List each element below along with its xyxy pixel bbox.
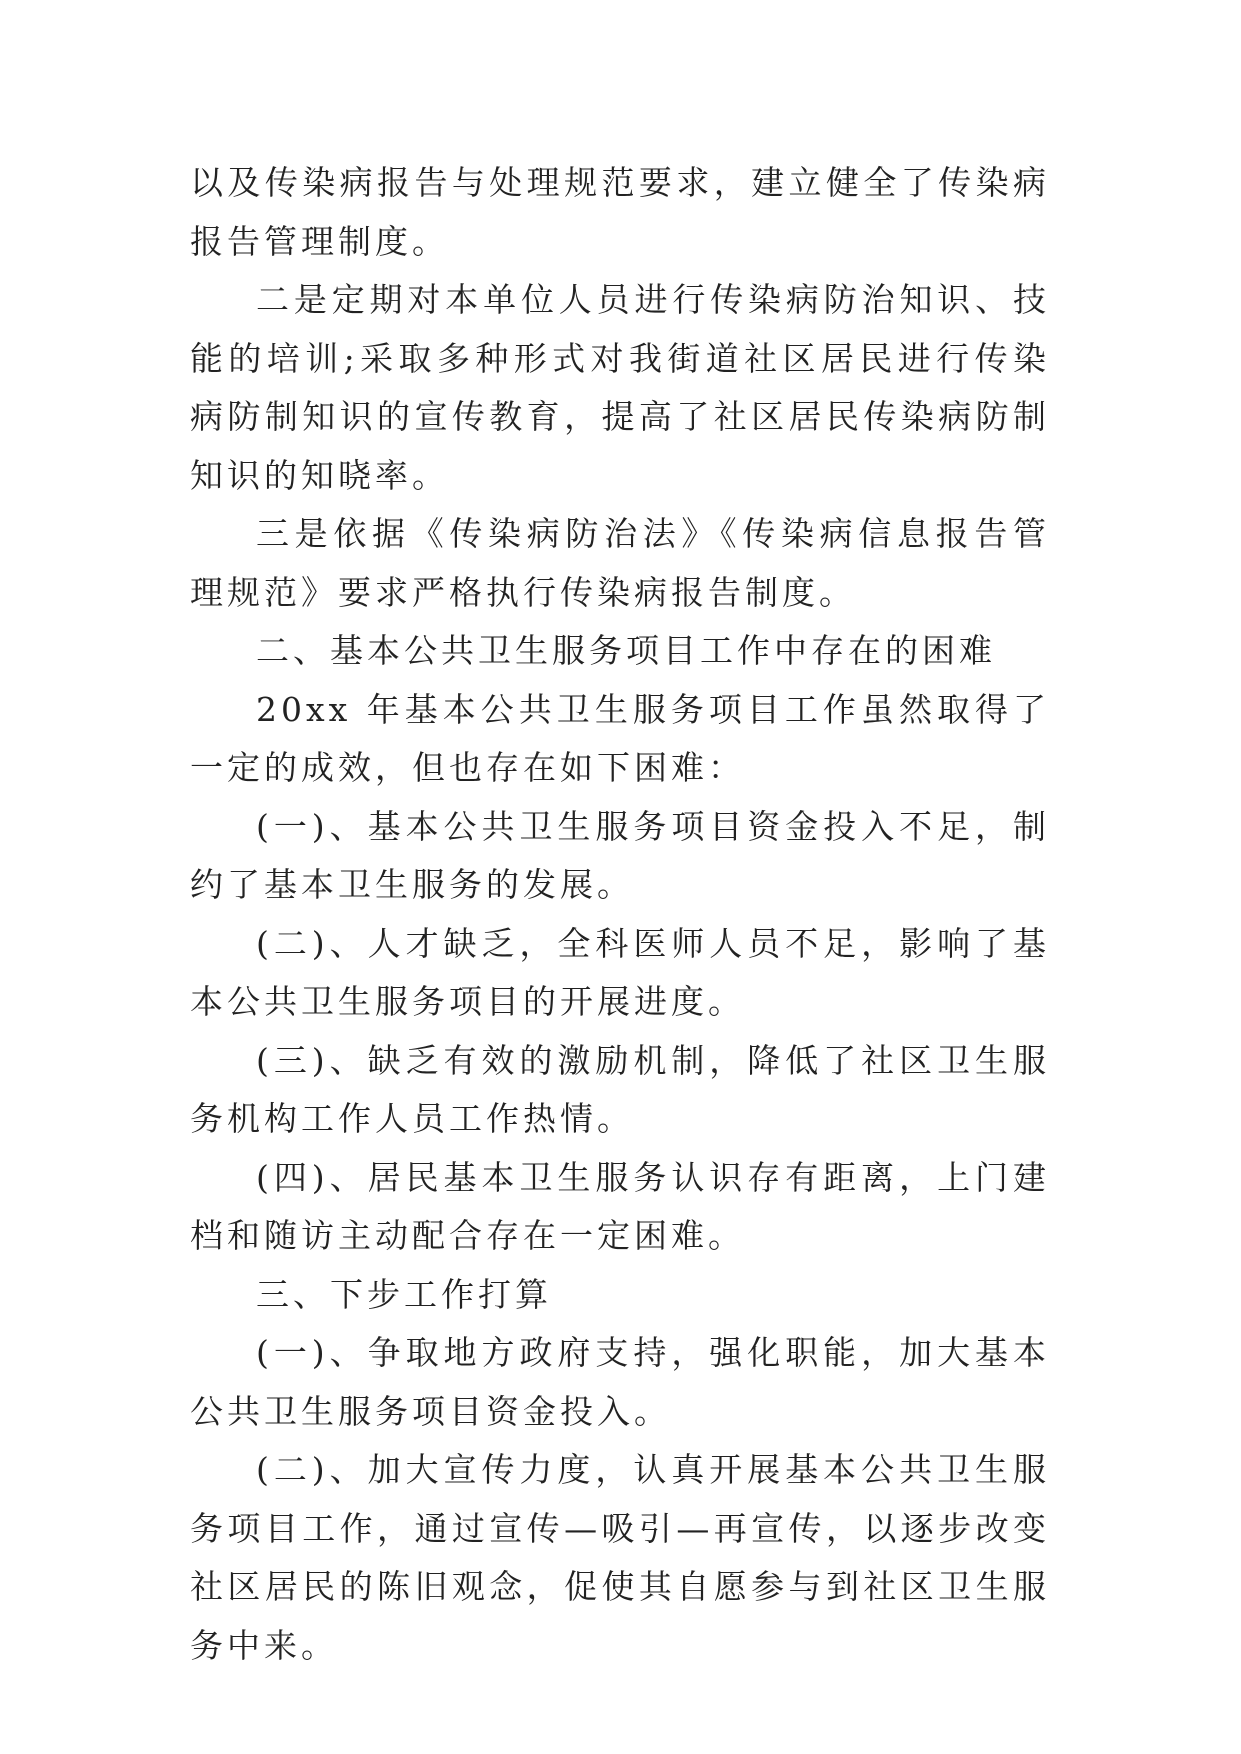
paragraph-point-three: 三是依据《传染病防治法》《传染病信息报告管理规范》要求严格执行传染病报告制度。	[190, 514, 1050, 612]
section-heading-difficulties: 二、基本公共卫生服务项目工作中存在的困难	[256, 631, 996, 670]
paragraph-difficulties-intro: 20xx 年基本公共卫生服务项目工作虽然取得了一定的成效，但也存在如下困难：	[190, 689, 1050, 787]
paragraph-point-two: 二是定期对本单位人员进行传染病防治知识、技能的培训;采取多种形式对我街道社区居民进行传染病防制知识的宣传教育，提高了社区居民传染病防制知识的知晓率。	[190, 280, 1050, 495]
difficulty-item-1: (一)、基本公共卫生服务项目资金投入不足，制约了基本卫生服务的发展。	[190, 806, 1050, 904]
section-heading-next-steps: 三、下步工作打算	[256, 1274, 552, 1314]
paragraph-continuation: 以及传染病报告与处理规范要求，建立健全了传染病报告管理制度。	[190, 163, 1050, 261]
difficulty-item-4: (四)、居民基本卫生服务认识存有距离，上门建档和随访主动配合存在一定困难。	[190, 1157, 1050, 1255]
difficulty-item-2: (二)、人才缺乏，全科医师人员不足，影响了基本公共卫生服务项目的开展进度。	[190, 923, 1050, 1021]
next-step-item-1: (一)、争取地方政府支持，强化职能，加大基本公共卫生服务项目资金投入。	[190, 1333, 1050, 1431]
document-body	[190, 154, 1050, 1675]
difficulty-item-3: (三)、缺乏有效的激励机制，降低了社区卫生服务机构工作人员工作热情。	[190, 1040, 1050, 1138]
next-step-item-2: (二)、加大宣传力度，认真开展基本公共卫生服务项目工作，通过宣传—吸引—再宣传，以逐步改变社区居民的陈旧观念，促使其自愿参与到社区卫生服务中来。	[190, 1450, 1050, 1665]
